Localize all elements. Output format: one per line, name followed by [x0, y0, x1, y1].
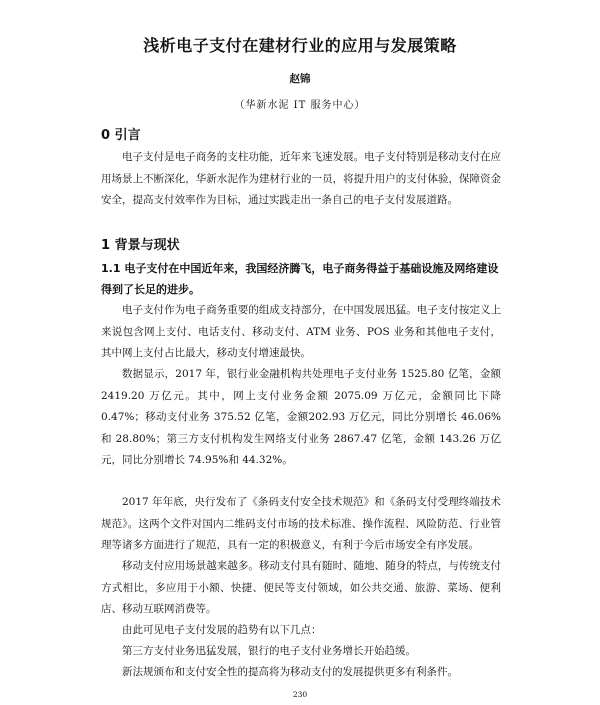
author-name: 赵锦 — [289, 73, 311, 85]
section-1-paragraph-1: 电子支付作为电子商务重要的组成支持部分，在中国发展迅猛。电子支付按定义上来说包含网上支付、电话支付、移动支付、ATM 业务、POS 业务和其他电子支付，其中网上支付占比最大，移动支付增速最快。 — [101, 304, 501, 359]
section-1-paragraph-2: 数据显示，2017 年，银行业金融机构共处理电子支付业务 1525.80 亿笔，金额 2419.20 万亿元。其中，网上支付业务金额 2075.09 万亿元，金额同比下降 0.47%；移动支付业务 375.52 亿笔，金额202.93 万亿元，同比分别增长 46.06%和 28.80%；第三方支付机构发生网络支付业务 2867.47 亿笔，金额 143.26 万亿元，同比分别增长 74.95%和 44.32%。 — [101, 368, 501, 466]
paper-title: 浅析电子支付在建材行业的应用与发展策略 — [143, 36, 457, 55]
subsection-1-1-heading: 1.1 电子支付在中国近年来，我国经济腾飞，电子商务得益于基础设施及网络建设得到了长足的进步。 — [101, 262, 499, 296]
section-1-paragraph-6: 第三方支付业务迅猛发展，银行的电子支付业务增长开始趋缓。 — [122, 645, 416, 657]
section-0-paragraph: 电子支付是电子商务的支柱功能，近年来飞速发展。电子支付特别是移动支付在应用场景上不断深化，华新水泥作为建材行业的一员，将提升用户的支付体验，保障资金安全，提高支付效率作为目标，通过实践走出一条自己的电子支付发展道路。 — [101, 151, 501, 206]
author-affiliation: （华新水泥 IT 服务中心） — [234, 100, 366, 111]
section-1-paragraph-4: 移动支付应用场景越来越多。移动支付具有随时、随地、随身的特点，与传统支付方式相比，多应用于小额、快捷、便民等支付领域，如公共交通、旅游、菜场、便利店、移动互联网消费等。 — [101, 560, 501, 615]
section-1-paragraph-5: 由此可见电子支付发展的趋势有以下几点： — [122, 624, 322, 636]
section-1-paragraph-7: 新法规颁布和支付安全性的提高将为移动支付的发展提供更多有利条件。 — [122, 666, 458, 678]
section-1-paragraph-3: 2017 年年底，央行发布了《条码支付安全技术规范》和《条码支付受理终端技术规范》。这两个文件对国内二维码支付市场的技术标准、操作流程、风险防范、行业管理等诸多方面进行了规范，具有一定的积极意义，有利于今后市场安全有序发展。 — [101, 496, 501, 551]
section-0-heading: 0 引言 — [101, 128, 141, 143]
section-1-heading: 1 背景与现状 — [101, 238, 180, 253]
page-number: 230 — [292, 690, 308, 699]
